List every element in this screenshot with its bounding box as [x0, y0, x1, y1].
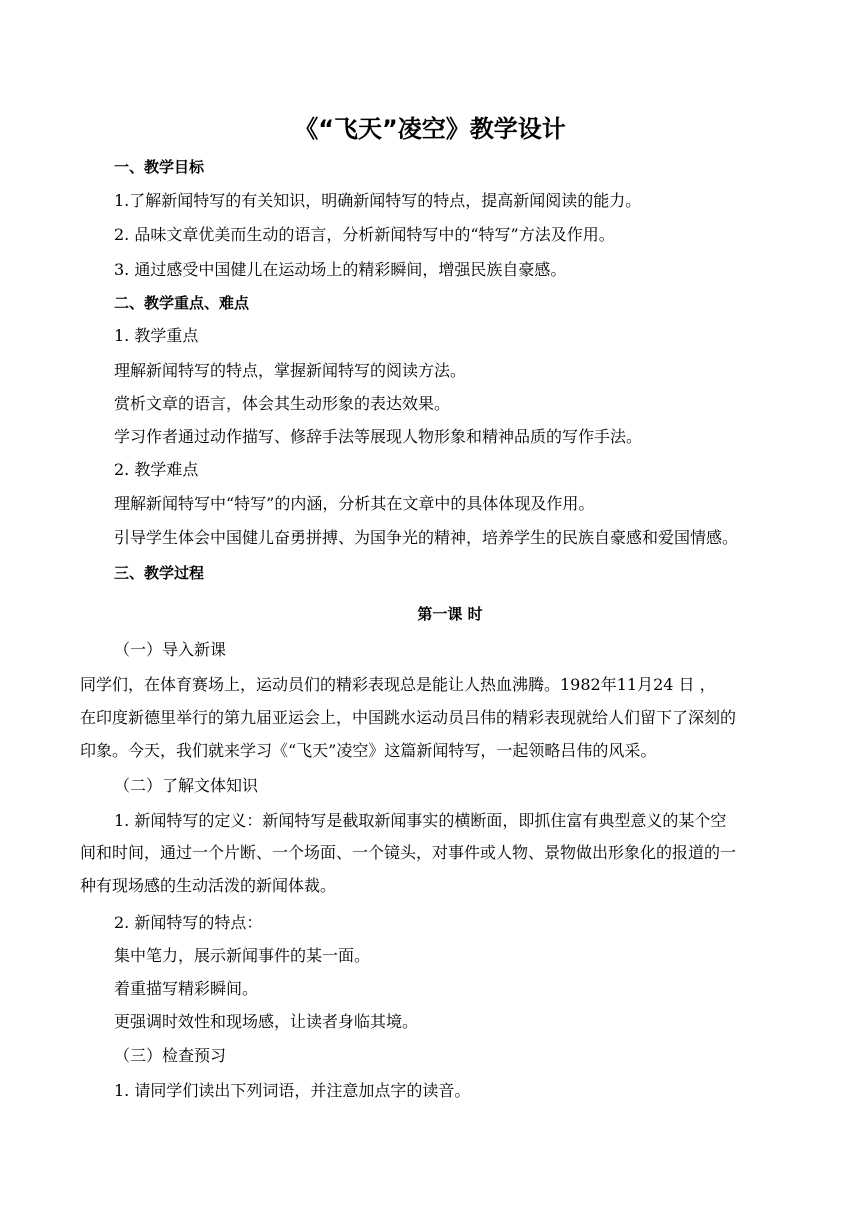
- key-point-item: 学习作者通过动作描写、修辞手法等展现人物形象和精神品质的写作手法。: [114, 427, 643, 446]
- subheading-key-points: 1. 教学重点: [114, 326, 199, 345]
- document-title: 《“飞天”凌空》教学设计: [294, 115, 566, 143]
- section-heading-process: 三、教学过程: [114, 564, 205, 582]
- feature-item: 着重描写精彩瞬间。: [114, 979, 259, 998]
- definition-line: 间和时间，通过一个片断、一个场面、一个镜头，对事件或人物、景物做出形象化的报道的一: [80, 843, 737, 862]
- section-heading-key-points: 二、教学重点、难点: [114, 294, 250, 312]
- features-label: 2. 新闻特写的特点：: [114, 913, 263, 932]
- lesson-heading: 第一课 时: [417, 605, 483, 623]
- step-label-intro: （一）导入新课: [114, 640, 227, 659]
- intro-paragraph-line: 在印度新德里举行的第九届亚运会上，中国跳水运动员吕伟的精彩表现就给人们留下了深刻的: [80, 708, 737, 727]
- feature-item: 更强调时效性和现场感，让读者身临其境。: [114, 1012, 419, 1031]
- definition-line: 种有现场感的生动活泼的新闻体裁。: [80, 876, 337, 895]
- section-heading-objectives: 一、教学目标: [114, 158, 205, 176]
- intro-paragraph-line: 印象。今天，我们就来学习《“飞天”凌空》这篇新闻特写，一起领略吕伟的风采。: [80, 741, 657, 760]
- step-label-genre: （二）了解文体知识: [114, 776, 259, 795]
- step-label-preview: （三）检查预习: [114, 1046, 227, 1065]
- definition-line: 1. 新闻特写的定义：新闻特写是截取新闻事实的横断面，即抓住富有典型意义的某个空: [114, 811, 727, 830]
- preview-item: 1. 请同学们读出下列词语，并注意加点字的读音。: [114, 1081, 471, 1100]
- difficulty-item: 引导学生体会中国健儿奋勇拼搏、为国争光的精神，培养学生的民族自豪感和爱国情感。: [114, 528, 739, 547]
- key-point-item: 理解新闻特写的特点，掌握新闻特写的阅读方法。: [114, 361, 467, 380]
- feature-item: 集中笔力，展示新闻事件的某一面。: [114, 946, 371, 965]
- difficulty-item: 理解新闻特写中“特写”的内涵，分析其在文章中的具体体现及作用。: [114, 494, 595, 513]
- objective-item: 2. 品味文章优美而生动的语言，分析新闻特写中的“特写”方法及作用。: [114, 225, 615, 244]
- objective-item: 3. 通过感受中国健儿在运动场上的精彩瞬间，增强民族自豪感。: [114, 260, 567, 279]
- objective-item: 1.了解新闻特写的有关知识，明确新闻特写的特点，提高新闻阅读的能力。: [114, 191, 642, 210]
- subheading-difficulties: 2. 教学难点: [114, 460, 199, 479]
- intro-paragraph-line: 同学们，在体育赛场上，运动员们的精彩表现总是能让人热血沸腾。1982年11月24 日 ，: [80, 675, 716, 694]
- key-point-item: 赏析文章的语言，体会其生动形象的表达效果。: [114, 394, 451, 413]
